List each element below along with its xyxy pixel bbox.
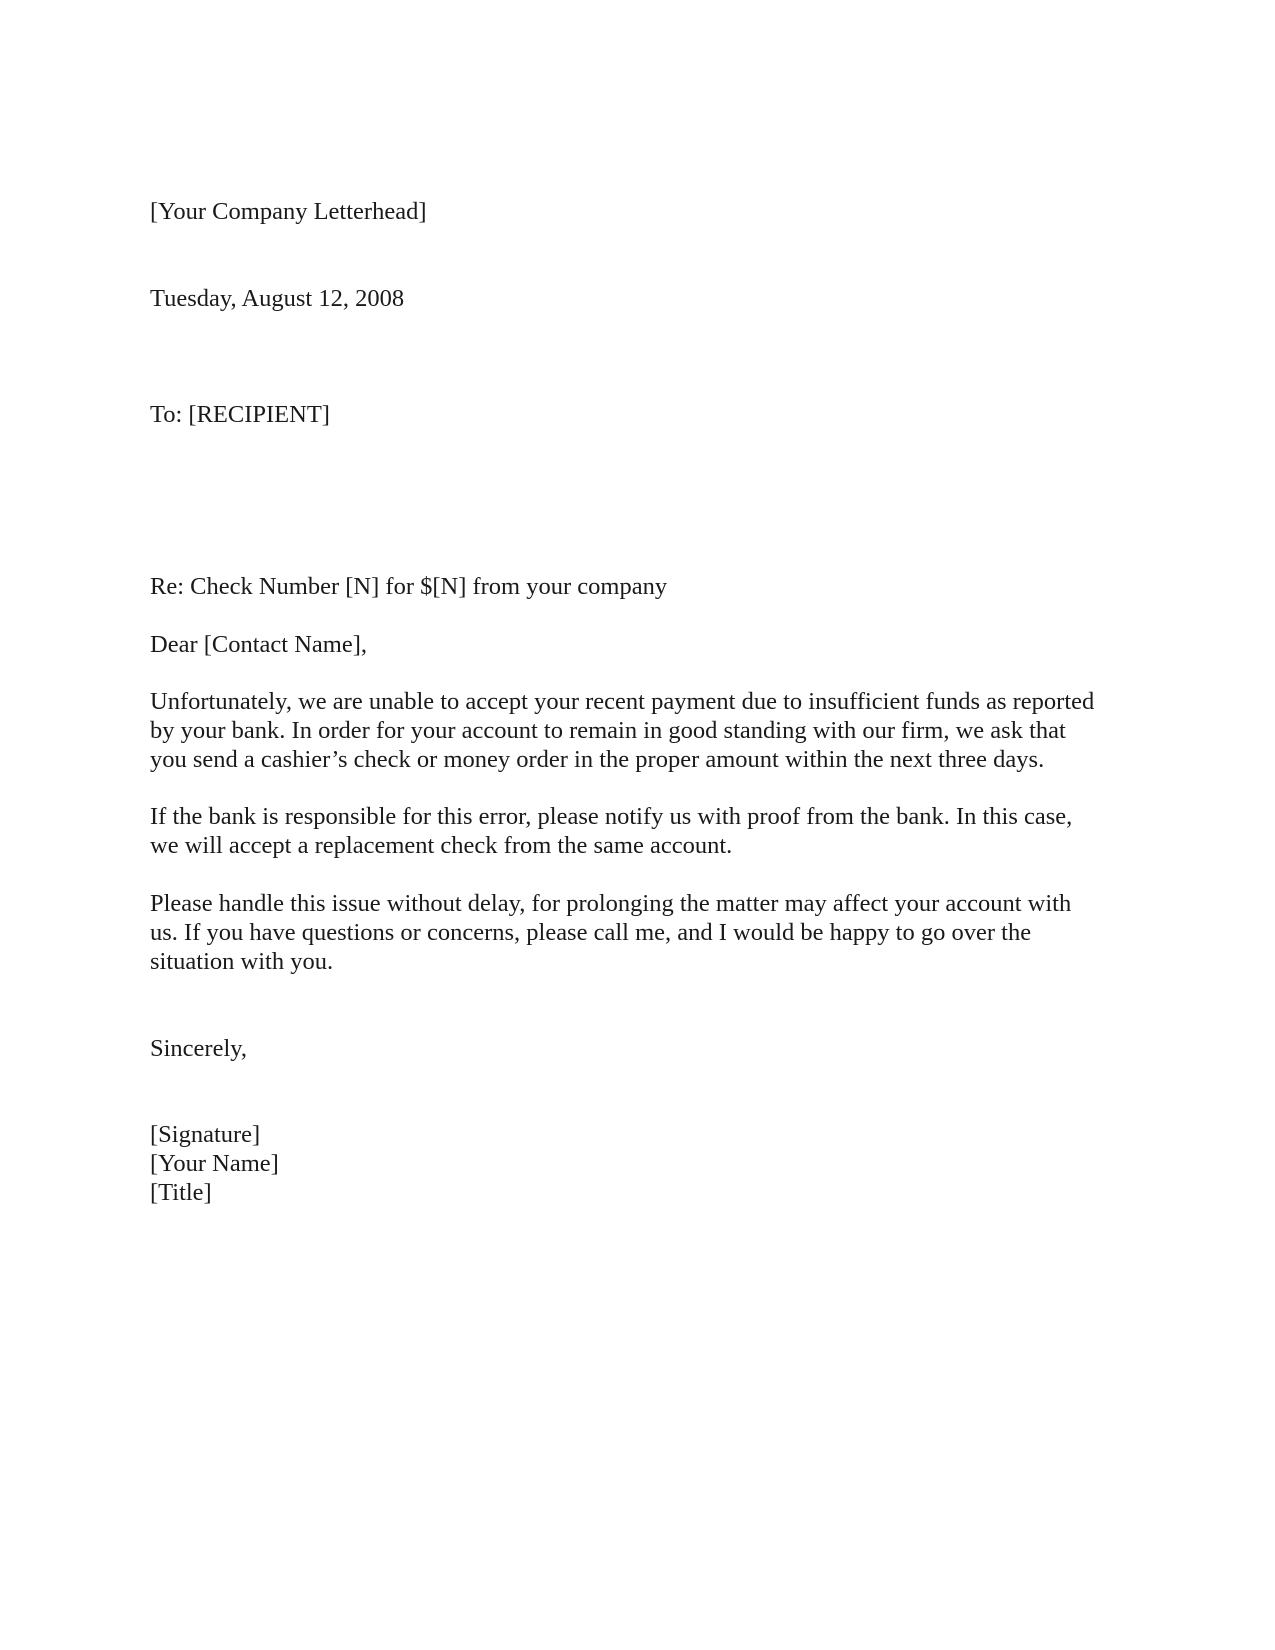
paragraph-line: Please handle this issue without delay, for prolonging the matter may affect your account with [150, 890, 1072, 917]
signature-placeholder: [Signature] [150, 1121, 261, 1148]
recipient-text: To: [RECIPIENT] [150, 401, 330, 428]
paragraph-line: by your bank. In order for your account to remain in good standing with our firm, we ask that [150, 717, 1066, 744]
letterhead-text: [Your Company Letterhead] [150, 198, 427, 225]
paragraph-line: us. If you have questions or concerns, please call me, and I would be happy to go over the [150, 919, 1032, 946]
signature-block [150, 1120, 1140, 1207]
closing [150, 1034, 1140, 1063]
company-letterhead [150, 197, 1140, 226]
sender-name: [Your Name] [150, 1150, 279, 1177]
closing-text: Sincerely, [150, 1035, 248, 1062]
subject-text: Re: Check Number [N] for $[N] from your company [150, 573, 668, 600]
body-paragraph-2 [150, 802, 1140, 860]
paragraph-line: If the bank is responsible for this error, please notify us with proof from the bank. In this case, [150, 803, 1073, 830]
letter-date [150, 284, 1140, 313]
body-paragraph-1 [150, 687, 1140, 774]
recipient-line [150, 400, 1140, 429]
paragraph-line: we will accept a replacement check from the same account. [150, 832, 733, 859]
paragraph-line: you send a cashier’s check or money order in the proper amount within the next three days. [150, 746, 1045, 773]
body-paragraph-3 [150, 889, 1140, 976]
paragraph-line: situation with you. [150, 948, 334, 975]
salutation [150, 630, 1140, 659]
date-text: Tuesday, August 12, 2008 [150, 285, 405, 312]
sender-title: [Title] [150, 1179, 212, 1206]
subject-line [150, 572, 1140, 601]
paragraph-line: Unfortunately, we are unable to accept your recent payment due to insufficient funds as reported [150, 688, 1095, 715]
salutation-text: Dear [Contact Name], [150, 631, 367, 658]
